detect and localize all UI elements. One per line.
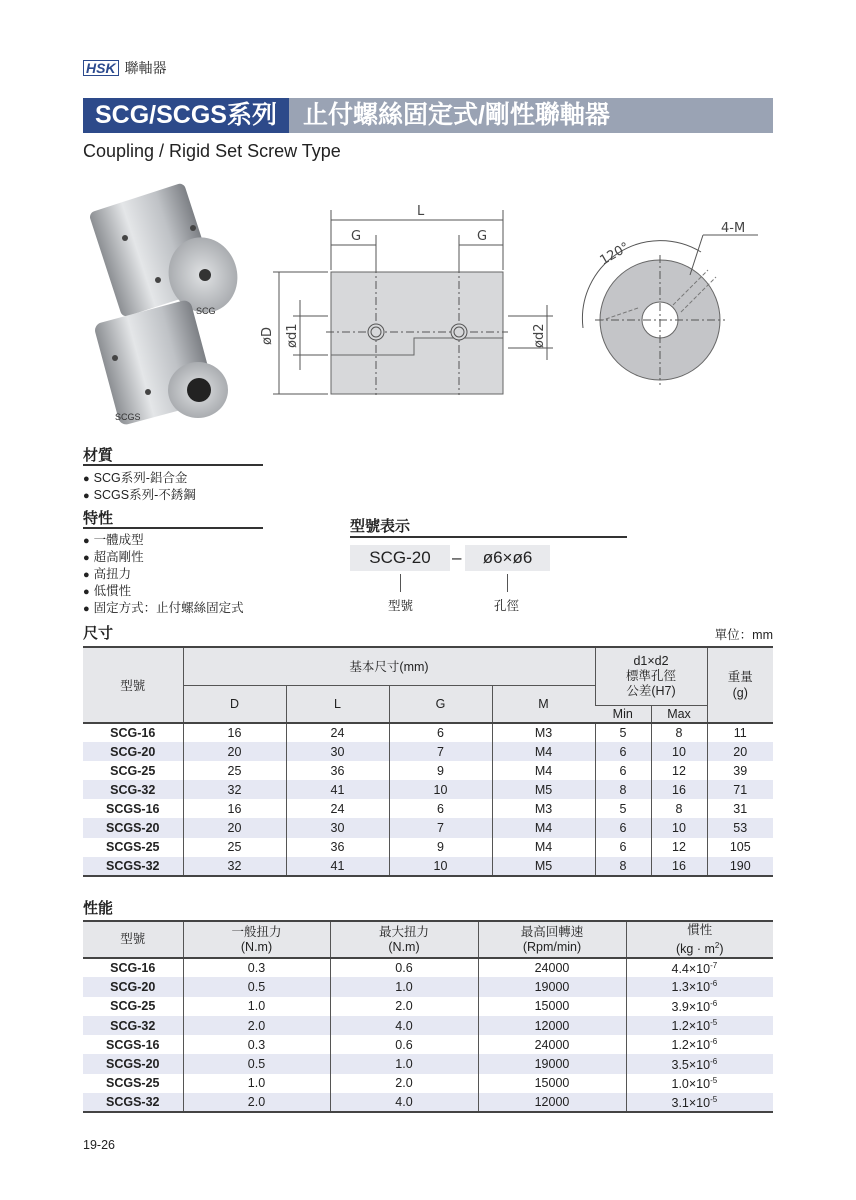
perf-header-torque-line1: 一般扭力 xyxy=(231,924,282,939)
cell-model: SCGS-16 xyxy=(106,1037,160,1052)
cell-speed: 12000 xyxy=(478,1016,626,1035)
dim-d2-label: ød2 xyxy=(532,323,547,348)
cell-inertia xyxy=(626,1074,773,1093)
feature-item: ● 超高剛性 xyxy=(83,549,244,566)
cell-min: 6 xyxy=(595,838,651,857)
table-row xyxy=(83,1016,773,1035)
page-number: 19-26 xyxy=(83,1138,115,1152)
cell-M: M4 xyxy=(492,742,595,761)
cell-model: SCGS-25 xyxy=(106,1076,160,1091)
model-caption: 型號 xyxy=(388,599,414,613)
inertia-unit-sup: 2 xyxy=(714,940,720,950)
cell-D: 20 xyxy=(183,742,286,761)
header-M: M xyxy=(492,685,595,723)
material-heading: 材質 xyxy=(83,447,114,464)
performance-table xyxy=(83,920,773,1113)
cell-inertia xyxy=(626,997,773,1016)
inertia-value: 1.2×10 xyxy=(671,1038,711,1053)
cell-weight: 20 xyxy=(707,742,773,761)
perf-header-inertia-line2 xyxy=(627,938,774,957)
inertia-unit-end: ) xyxy=(719,941,724,956)
perf-header-inertia-line1: 慣性 xyxy=(687,922,713,937)
perf-header-speed-line2: (Rpm/min) xyxy=(522,939,582,954)
cell-torque: 2.0 xyxy=(183,1093,330,1112)
cell-max: 10 xyxy=(651,818,707,837)
cell-model: SCGS-16 xyxy=(106,801,160,816)
cell-max-torque: 1.0 xyxy=(330,1054,478,1073)
inertia-exponent: -5 xyxy=(710,1075,718,1085)
cell-inertia xyxy=(626,1093,773,1112)
cell-D: 25 xyxy=(183,761,286,780)
perf-header-max-torque xyxy=(330,921,478,958)
table-row xyxy=(83,838,773,857)
cell-D: 16 xyxy=(183,723,286,742)
table-row xyxy=(83,1054,773,1073)
angle-label: 120° xyxy=(597,239,633,269)
cell-min: 8 xyxy=(595,857,651,876)
cell-L: 24 xyxy=(286,723,389,742)
features-rule xyxy=(83,527,263,529)
cell-speed: 15000 xyxy=(478,1074,626,1093)
cell-G: 9 xyxy=(389,761,492,780)
material-rule xyxy=(83,464,263,466)
inertia-exponent: -6 xyxy=(710,1037,718,1047)
table-row xyxy=(83,958,773,977)
cell-inertia xyxy=(626,958,773,977)
cell-weight: 39 xyxy=(707,761,773,780)
dim-D-label: øD xyxy=(260,327,275,345)
inertia-unit: (kg · m xyxy=(675,941,715,956)
dim-L-label: L xyxy=(417,204,425,219)
cell-max-torque: 0.6 xyxy=(330,958,478,977)
cell-weight: 11 xyxy=(707,723,773,742)
inertia-exponent: -6 xyxy=(710,1056,718,1066)
inertia-value: 4.4×10 xyxy=(671,961,711,976)
inertia-exponent: -5 xyxy=(710,1094,718,1104)
cell-D: 32 xyxy=(183,857,286,876)
cell-max-torque: 2.0 xyxy=(330,997,478,1016)
material-list xyxy=(83,470,196,504)
cell-speed: 24000 xyxy=(478,1035,626,1054)
cell-max: 16 xyxy=(651,780,707,799)
cell-G: 10 xyxy=(389,857,492,876)
cell-weight: 105 xyxy=(707,838,773,857)
header-bore-line2: 標準孔徑 xyxy=(625,668,676,683)
screw-label: 4-M xyxy=(721,221,746,236)
cell-max: 8 xyxy=(651,723,707,742)
header-model: 型號 xyxy=(83,647,183,723)
cell-model: SCG-32 xyxy=(83,1016,183,1035)
cell-inertia xyxy=(626,1054,773,1073)
cell-D: 32 xyxy=(183,780,286,799)
perf-header-inertia xyxy=(626,921,773,958)
cell-L: 24 xyxy=(286,799,389,818)
title-bar xyxy=(83,98,773,133)
table-row xyxy=(83,1093,773,1112)
model-code-dash: – xyxy=(452,548,462,567)
inertia-value: 1.2×10 xyxy=(671,1019,711,1034)
cell-G: 7 xyxy=(389,742,492,761)
cell-min: 6 xyxy=(595,818,651,837)
series-title: SCG/SCGS系列 xyxy=(83,98,289,133)
table-row xyxy=(83,857,773,876)
header-basic-dims: 基本尺寸(mm) xyxy=(183,647,595,685)
header-weight xyxy=(707,647,773,723)
perf-header-speed-line1: 最高回轉速 xyxy=(520,924,584,939)
cell-model: SCGS-32 xyxy=(83,857,183,876)
table-row xyxy=(83,799,773,818)
dim-G2-label: G xyxy=(477,229,488,244)
perf-header-max-torque-line2: (N.m) xyxy=(388,939,420,954)
cell-model: SCGS-32 xyxy=(83,1093,183,1112)
cell-L: 41 xyxy=(286,857,389,876)
cell-torque: 0.3 xyxy=(183,1035,330,1054)
dim-d1-label: ød1 xyxy=(285,323,300,348)
bore-tick xyxy=(507,574,508,592)
feature-item: ● 一體成型 xyxy=(83,532,244,549)
cell-inertia xyxy=(626,1016,773,1035)
cell-torque: 2.0 xyxy=(183,1016,330,1035)
table-row xyxy=(83,1074,773,1093)
cell-M: M4 xyxy=(492,838,595,857)
cell-torque: 1.0 xyxy=(183,997,330,1016)
cell-speed: 15000 xyxy=(478,997,626,1016)
cell-weight: 71 xyxy=(707,780,773,799)
cell-max: 16 xyxy=(651,857,707,876)
header-bore-line1: d1×d2 xyxy=(633,653,669,668)
cell-model: SCGS-20 xyxy=(83,818,183,837)
cell-speed: 12000 xyxy=(478,1093,626,1112)
cell-max: 8 xyxy=(651,799,707,818)
dimensions-table xyxy=(83,646,773,877)
cell-M: M5 xyxy=(492,857,595,876)
inertia-value: 3.1×10 xyxy=(671,1095,711,1110)
page-subtitle: Coupling / Rigid Set Screw Type xyxy=(83,141,341,161)
cell-max: 10 xyxy=(651,742,707,761)
bore-caption: 孔徑 xyxy=(494,599,520,613)
table-row xyxy=(83,761,773,780)
cell-M: M4 xyxy=(492,761,595,780)
cell-L: 30 xyxy=(286,818,389,837)
perf-header-model: 型號 xyxy=(83,921,183,958)
scg-photo-label: SCG xyxy=(196,306,216,316)
header-L: L xyxy=(286,685,389,723)
product-title: 止付螺絲固定式/剛性聯軸器 xyxy=(289,98,773,133)
table-row xyxy=(83,1035,773,1054)
header-bore-line3: 公差(H7) xyxy=(626,683,676,698)
table-row xyxy=(83,818,773,837)
cell-max: 12 xyxy=(651,761,707,780)
dim-G1-label: G xyxy=(351,229,362,244)
table-row xyxy=(83,780,773,799)
header-bore xyxy=(595,647,707,705)
cell-weight: 31 xyxy=(707,799,773,818)
cell-L: 36 xyxy=(286,761,389,780)
cell-M: M4 xyxy=(492,818,595,837)
header-G: G xyxy=(389,685,492,723)
cell-speed: 19000 xyxy=(478,977,626,996)
brand-logo: HSK xyxy=(83,60,119,76)
product-figures xyxy=(83,180,783,430)
cell-max-torque: 1.0 xyxy=(330,977,478,996)
cell-speed: 24000 xyxy=(478,958,626,977)
inertia-value: 1.3×10 xyxy=(671,980,711,995)
cell-speed: 19000 xyxy=(478,1054,626,1073)
cell-model: SCG-20 xyxy=(83,977,183,996)
features-list xyxy=(83,532,244,617)
header-weight-line2: (g) xyxy=(732,686,748,700)
cell-L: 41 xyxy=(286,780,389,799)
side-view-drawing xyxy=(273,210,553,395)
cell-G: 6 xyxy=(389,723,492,742)
model-code-rule xyxy=(350,536,627,538)
cell-G: 9 xyxy=(389,838,492,857)
cell-min: 6 xyxy=(595,742,651,761)
cell-D: 16 xyxy=(183,799,286,818)
inertia-value: 3.5×10 xyxy=(671,1057,711,1072)
cell-D: 25 xyxy=(183,838,286,857)
figure-area xyxy=(83,180,783,430)
cell-inertia xyxy=(626,977,773,996)
perf-header-torque-line2: (N.m) xyxy=(240,939,273,954)
model-code-heading: 型號表示 xyxy=(350,518,411,535)
scgs-photo-label: SCGS xyxy=(115,412,141,422)
unit-label: 單位：mm xyxy=(714,628,773,642)
cell-min: 6 xyxy=(595,761,651,780)
cell-M: M5 xyxy=(492,780,595,799)
table-row xyxy=(83,997,773,1016)
perf-header-max-torque-line1: 最大扭力 xyxy=(378,924,429,939)
perf-header-speed xyxy=(478,921,626,958)
features-heading: 特性 xyxy=(83,510,114,527)
header-weight-line1: 重量 xyxy=(727,670,753,684)
cell-M: M3 xyxy=(492,799,595,818)
table-row xyxy=(83,742,773,761)
performance-heading: 性能 xyxy=(83,900,114,917)
cell-torque: 0.5 xyxy=(183,1054,330,1073)
scgs-photo xyxy=(93,299,228,426)
cell-G: 7 xyxy=(389,818,492,837)
cell-min: 8 xyxy=(595,780,651,799)
inertia-exponent: -6 xyxy=(710,979,718,989)
category-label: 聯軸器 xyxy=(124,60,167,76)
cell-M: M3 xyxy=(492,723,595,742)
cell-D: 20 xyxy=(183,818,286,837)
cell-model: SCG-25 xyxy=(110,763,156,778)
cell-model: SCG-16 xyxy=(83,723,183,742)
cell-model: SCG-32 xyxy=(83,780,183,799)
feature-item: ● 低慣性 xyxy=(83,583,244,600)
inertia-value: 3.9×10 xyxy=(671,999,711,1014)
cell-G: 6 xyxy=(389,799,492,818)
cell-weight: 190 xyxy=(707,857,773,876)
feature-item: ● 固定方式：止付螺絲固定式 xyxy=(83,600,244,617)
cell-torque: 0.3 xyxy=(183,958,330,977)
dimensions-heading: 尺寸 xyxy=(83,625,114,642)
inertia-exponent: -7 xyxy=(710,960,718,970)
feature-item: ● 高扭力 xyxy=(83,566,244,583)
inertia-exponent: -5 xyxy=(710,1018,718,1028)
cell-model: SCGS-25 xyxy=(106,840,160,855)
model-code-bore: ø6×ø6 xyxy=(465,545,550,571)
cell-min: 5 xyxy=(595,723,651,742)
cell-min: 5 xyxy=(595,799,651,818)
model-code-model: SCG-20 xyxy=(350,545,450,571)
cell-max-torque: 2.0 xyxy=(330,1074,478,1093)
header-D: D xyxy=(183,685,286,723)
cell-max-torque: 4.0 xyxy=(330,1016,478,1035)
inertia-exponent: -6 xyxy=(710,998,718,1008)
cell-model: SCGS-20 xyxy=(83,1054,183,1073)
model-tick xyxy=(400,574,401,592)
header-max: Max xyxy=(651,705,707,723)
cell-model: SCG-25 xyxy=(110,999,156,1014)
cell-max-torque: 4.0 xyxy=(330,1093,478,1112)
cell-max: 12 xyxy=(651,838,707,857)
cell-L: 36 xyxy=(286,838,389,857)
perf-header-torque xyxy=(183,921,330,958)
table-row xyxy=(83,977,773,996)
cell-G: 10 xyxy=(389,780,492,799)
material-item: ● SCGS系列-不銹鋼 xyxy=(83,487,196,504)
cell-model: SCG-16 xyxy=(83,958,183,977)
brand xyxy=(83,58,167,78)
cell-L: 30 xyxy=(286,742,389,761)
cell-torque: 0.5 xyxy=(183,977,330,996)
inertia-value: 1.0×10 xyxy=(671,1076,711,1091)
cell-max-torque: 0.6 xyxy=(330,1035,478,1054)
cell-model: SCG-20 xyxy=(83,742,183,761)
table-row xyxy=(83,723,773,742)
cell-weight: 53 xyxy=(707,818,773,837)
cell-inertia xyxy=(626,1035,773,1054)
scg-photo xyxy=(88,182,247,321)
header-min: Min xyxy=(595,705,651,723)
cell-torque: 1.0 xyxy=(183,1074,330,1093)
material-item: ● SCG系列-鋁合金 xyxy=(83,470,196,487)
